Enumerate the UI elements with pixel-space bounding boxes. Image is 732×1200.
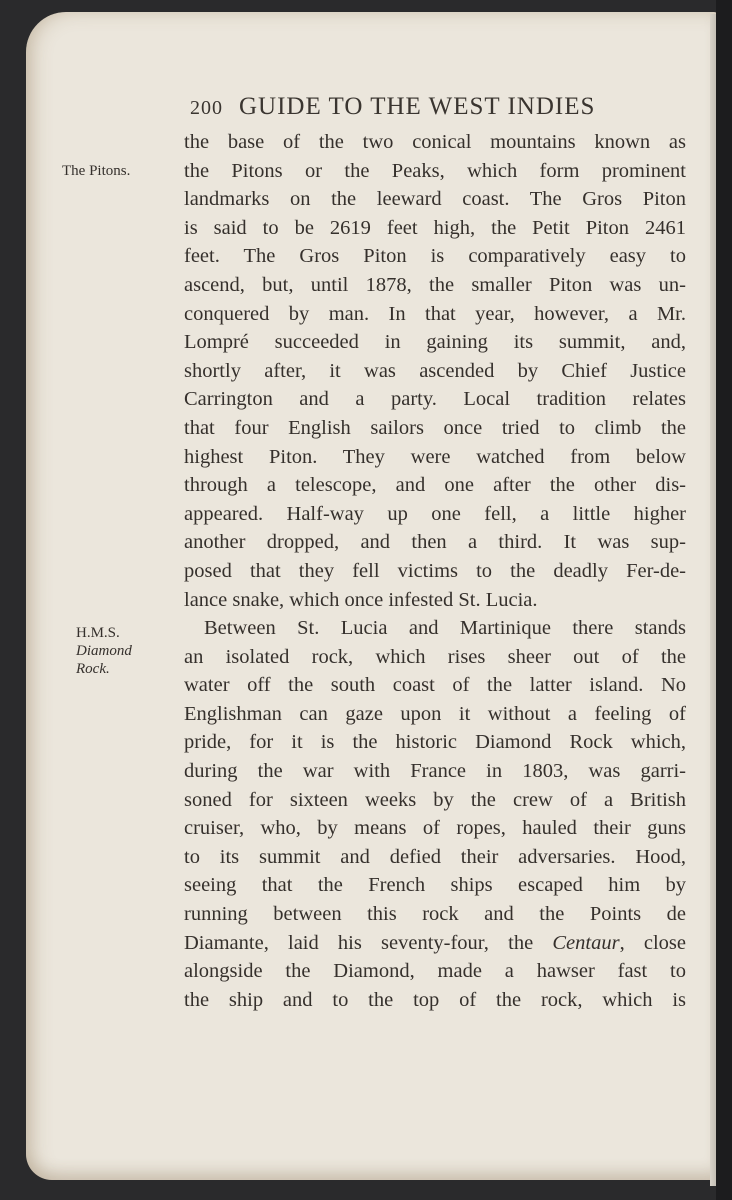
margin-note-hms — [76, 624, 132, 678]
text-line: Englishman can gaze upon it without a feeling of — [184, 702, 686, 725]
running-header — [190, 93, 595, 121]
text-line: seeing that the French ships escaped him by — [184, 874, 686, 897]
text-line: that four English sailors once tried to climb the — [184, 416, 686, 439]
text-line: conquered by man. In that year, however, a Mr. — [184, 302, 686, 325]
text-line: cruiser, who, by means of ropes, hauled their guns — [184, 817, 686, 840]
text-line: appeared. Half-way up one fell, a little higher — [184, 502, 686, 525]
text-line: Lompré succeeded in gaining its summit, and, — [184, 331, 686, 354]
text-line: the Pitons or the Peaks, which form prominent — [184, 159, 686, 182]
text-line: through a telescope, and one after the other dis- — [184, 474, 686, 497]
text-line: landmarks on the leeward coast. The Gros Piton — [184, 188, 686, 211]
text-line: another dropped, and then a third. It was sup- — [184, 531, 686, 554]
text-line: to its summit and defied their adversaries. Hood, — [184, 845, 686, 868]
running-title: GUIDE TO THE WEST INDIES — [239, 93, 596, 120]
text-line: Carrington and a party. Local tradition relates — [184, 388, 686, 411]
text-line: feet. The Gros Piton is comparatively easy to — [184, 245, 686, 268]
text-line: Between St. Lucia and Martinique there stands — [204, 617, 686, 640]
text-line — [184, 929, 686, 958]
text-line: soned for sixteen weeks by the crew of a British — [184, 788, 686, 811]
text-line: shortly after, it was ascended by Chief Justice — [184, 359, 686, 382]
text-line: pride, for it is the historic Diamond Rock which, — [184, 731, 686, 754]
text-line: lance snake, which once infested St. Lucia. — [184, 588, 538, 611]
text-line: water off the south coast of the latter island. No — [184, 674, 686, 697]
page-number: 200 — [190, 97, 223, 119]
text-span: , close — [619, 931, 686, 954]
margin-note-hms-line3: Rock. — [76, 661, 110, 677]
text-line: during the war with France in 1803, was garri- — [184, 760, 686, 783]
text-line: highest Piton. They were watched from below — [184, 445, 686, 468]
margin-note-hms-line2: Diamond — [76, 643, 132, 659]
text-span: Diamante, laid his seventy-four, the — [184, 931, 553, 954]
text-line: the base of the two conical mountains known as — [184, 131, 686, 153]
text-line: ascend, but, until 1878, the smaller Piton was un- — [184, 273, 686, 296]
text-line: an isolated rock, which rises sheer out of the — [184, 645, 686, 668]
text-line: the ship and to the top of the rock, which is — [184, 988, 686, 1011]
book-spine — [716, 0, 732, 1200]
margin-note-hms-line1: H.M.S. — [76, 625, 120, 641]
text-line: alongside the Diamond, made a hawser fast to — [184, 960, 686, 983]
text-line: running between this rock and the Points de — [184, 903, 686, 926]
ship-name-centaur: Centaur — [552, 931, 620, 954]
text-line: posed that they fell victims to the deadly Fer-de- — [184, 559, 686, 582]
text-line: is said to be 2619 feet high, the Petit Piton 2461 — [184, 216, 686, 239]
body-text — [184, 128, 686, 1014]
margin-note-pitons: The Pitons. — [62, 163, 131, 179]
